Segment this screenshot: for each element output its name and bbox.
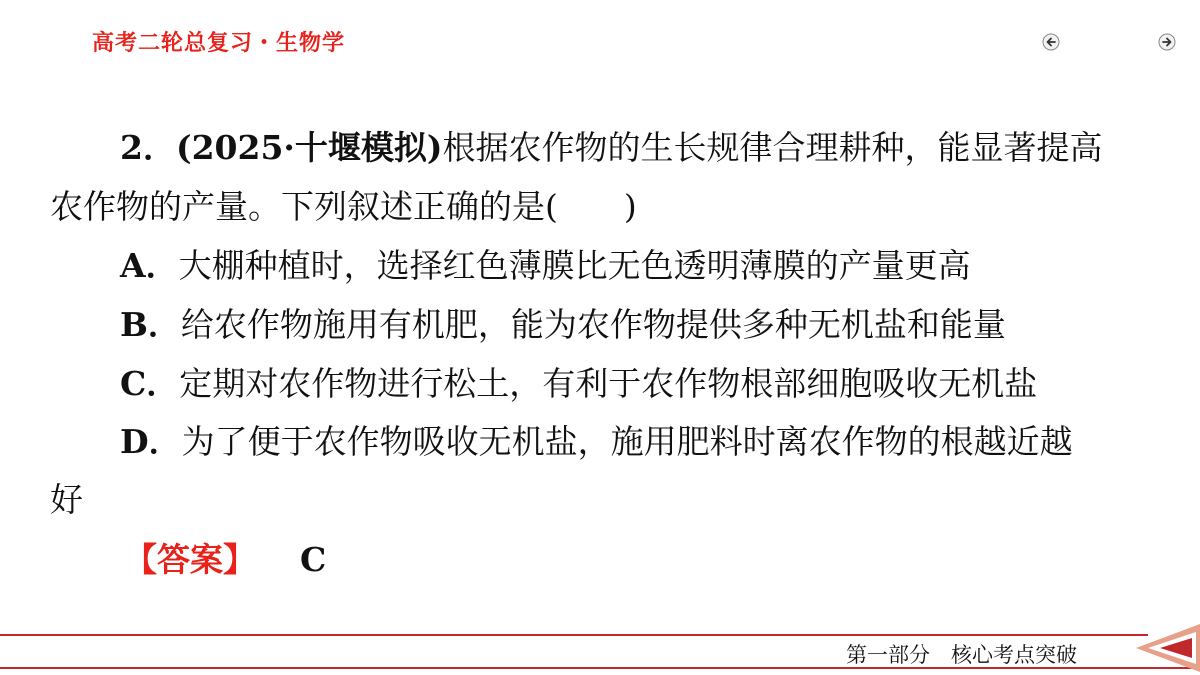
question-stem-line1: 根据农作物的生长规律合理耕种，能显著提高: [442, 128, 1103, 167]
option-a: [120, 246, 971, 286]
option-d-continuation: 好: [50, 480, 83, 519]
back-arrow-icon[interactable]: [1134, 622, 1200, 672]
option-text: 为了便于农作物吸收无机盐，施用肥料时离农作物的根越近越: [181, 422, 1073, 461]
option-letter: C．: [120, 364, 180, 403]
answer-value: C: [300, 540, 327, 579]
question-source: (2025·十堰模拟): [175, 128, 443, 167]
footer-divider-top: [0, 634, 1148, 636]
answer: [124, 540, 326, 580]
next-slide-button[interactable]: [1157, 32, 1177, 52]
option-text: 定期对农作物进行松土，有利于农作物根部细胞吸收无机盐: [179, 364, 1038, 403]
option-text: 大棚种植时，选择红色薄膜比无色透明薄膜的产量更高: [178, 246, 971, 285]
question-number: 2．: [120, 128, 176, 167]
option-b: [120, 305, 1006, 345]
option-text: 给农作物施用有机肥，能为农作物提供多种无机盐和能量: [180, 305, 1006, 344]
footer-section-label: 第一部分 核心考点突破: [846, 643, 1077, 667]
answer-label: 【答案】: [124, 540, 256, 579]
arrow-right-circle-icon: [1157, 32, 1177, 52]
option-letter: A．: [120, 246, 179, 285]
option-letter: B．: [120, 305, 181, 344]
option-d: [120, 422, 1073, 462]
prev-slide-button[interactable]: [1041, 32, 1061, 52]
arrow-left-circle-icon: [1041, 32, 1061, 52]
option-letter: D．: [120, 422, 182, 461]
question-stem-line2: 农作物的产量。下列叙述正确的是( ): [50, 187, 637, 226]
option-c: [120, 364, 1037, 404]
question-first-line: [120, 128, 1103, 168]
header-title: 高考二轮总复习・生物学: [92, 31, 346, 56]
